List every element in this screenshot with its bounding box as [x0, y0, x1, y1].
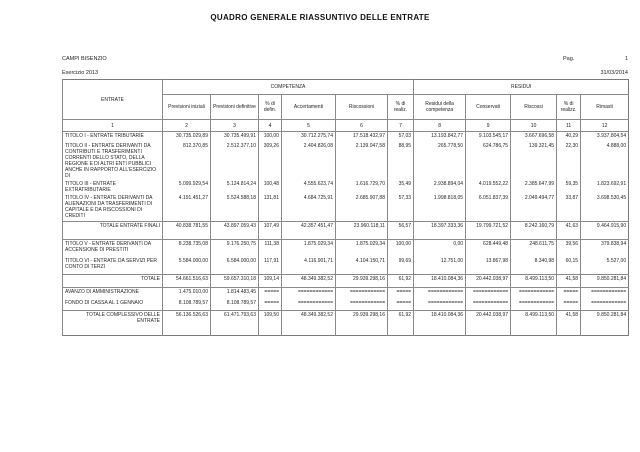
row-value: 131,81: [259, 194, 282, 222]
row-value: 8.238.735,08: [163, 240, 211, 257]
entity-name: CAMPI BISENZIO: [62, 56, 107, 62]
row-value: 3.698.530,45: [581, 194, 629, 222]
column-header: % di realizz.: [557, 95, 581, 120]
table-header: [63, 80, 629, 132]
row-value: ============: [414, 288, 466, 299]
row-value: 30.735.499,91: [211, 132, 259, 142]
row-value: 4.555.623,74: [282, 180, 336, 194]
row-value: 19.799.721,52: [466, 222, 511, 240]
row-value: 61.471.793,63: [211, 311, 259, 336]
row-value: ============: [336, 288, 388, 299]
row-value: =====: [557, 288, 581, 299]
row-value: 812.370,85: [163, 142, 211, 180]
row-value: 107,49: [259, 222, 282, 240]
row-value: 18.397.333,36: [414, 222, 466, 240]
row-label: TITOLO V - ENTRATE DERIVANTI DA ACCENSIONE DI PRESTITI: [63, 240, 163, 257]
row-value: =====: [388, 288, 414, 299]
row-value: 5.124.814,24: [211, 180, 259, 194]
row-value: 30.712.275,74: [282, 132, 336, 142]
column-number: 6: [336, 120, 388, 132]
row-label: TITOLO II - ENTRATE DERIVANTI DA CONTRIBUTI E TRASFERIMENTI CORRENTI DELLO STATO, DELLA REGIONE E DI ALTRI ENTI PUBBLICI ANCHE IN RAPPORTO ALL'ESERCIZIO DI: [63, 142, 163, 180]
table-body: [63, 132, 629, 336]
row-value: 9.103.545,17: [466, 132, 511, 142]
row-label: TOTALE ENTRATE FINALI: [63, 222, 163, 240]
row-value: 624.786,75: [466, 142, 511, 180]
row-value: 8.340,98: [511, 257, 557, 275]
row-value: 30.735.029,89: [163, 132, 211, 142]
row-value: 4.191.451,27: [163, 194, 211, 222]
table-row: [63, 288, 629, 299]
row-value: 1.475.010,00: [163, 288, 211, 299]
row-value: 12.751,00: [414, 257, 466, 275]
column-number: 1: [63, 120, 163, 132]
row-value: 61,92: [388, 275, 414, 288]
row-value: ============: [581, 299, 629, 311]
row-value: 61,92: [388, 311, 414, 336]
row-value: 100,00: [259, 132, 282, 142]
row-value: ============: [511, 288, 557, 299]
table-row: [63, 132, 629, 142]
row-value: 111,38: [259, 240, 282, 257]
row-value: 59.657.310,18: [211, 275, 259, 288]
row-value: 13.867,98: [466, 257, 511, 275]
row-value: 248.611,75: [511, 240, 557, 257]
row-value: 1.823.692,91: [581, 180, 629, 194]
row-value: 1.814.483,45: [211, 288, 259, 299]
row-value: 3.667.696,58: [511, 132, 557, 142]
row-value: 0,00: [414, 240, 466, 257]
row-value: ============: [282, 288, 336, 299]
row-value: 309,26: [259, 142, 282, 180]
row-label: TOTALE COMPLESSIVO DELLE ENTRATE: [63, 311, 163, 336]
column-number: 5: [282, 120, 336, 132]
row-value: 4.684.725,91: [282, 194, 336, 222]
row-value: 9.464.915,90: [581, 222, 629, 240]
column-header: Riscossi: [511, 95, 557, 120]
row-value: 40.838.781,55: [163, 222, 211, 240]
row-label: TITOLO I - ENTRATE TRIBUTARIE: [63, 132, 163, 142]
page-number: 1: [624, 56, 628, 62]
row-value: 59,35: [557, 180, 581, 194]
column-number: 8: [414, 120, 466, 132]
row-value: 18.410.084,36: [414, 275, 466, 288]
table-row: [63, 257, 629, 275]
row-value: 100,48: [259, 180, 282, 194]
row-value: 6.051.837,39: [466, 194, 511, 222]
table-row: [63, 240, 629, 257]
row-value: 9.850.281,84: [581, 311, 629, 336]
row-label: AVANZO DI AMMINISTRAZIONE: [63, 288, 163, 299]
row-value: 29.939.298,16: [336, 275, 388, 288]
column-header: Previsioni definitive: [211, 95, 259, 120]
document-date: 31/03/2014: [600, 70, 628, 76]
row-value: 43.897.059,43: [211, 222, 259, 240]
row-value: 2.938.894,04: [414, 180, 466, 194]
row-value: 41,63: [557, 222, 581, 240]
row-value: 4.116.901,71: [282, 257, 336, 275]
column-header: Previsioni iniziali: [163, 95, 211, 120]
column-number: 3: [211, 120, 259, 132]
column-header: Residui della competenza: [414, 95, 466, 120]
table-row: [63, 194, 629, 222]
row-value: 1.875.029,34: [282, 240, 336, 257]
row-value: 22,30: [557, 142, 581, 180]
row-value: 2.685.907,88: [336, 194, 388, 222]
row-label: FONDO DI CASSA AL 1 GENNAIO: [63, 299, 163, 311]
row-value: 57,33: [388, 194, 414, 222]
row-value: 5.527,00: [581, 257, 629, 275]
row-value: =====: [259, 288, 282, 299]
row-label: TITOLO III - ENTRATE EXTRATRIBUTARIE: [63, 180, 163, 194]
row-value: =====: [259, 299, 282, 311]
row-value: =====: [388, 299, 414, 311]
row-value: ============: [414, 299, 466, 311]
row-value: 4.019.552,22: [466, 180, 511, 194]
table-row: [63, 299, 629, 311]
revenue-summary-table: [62, 79, 629, 336]
row-value: 4.104.150,71: [336, 257, 388, 275]
row-value: 56,57: [388, 222, 414, 240]
row-value: 8.242.160,79: [511, 222, 557, 240]
column-header: Riscossioni: [336, 95, 388, 120]
row-value: 20.442.038,97: [466, 311, 511, 336]
table-row: [63, 311, 629, 336]
column-number: 4: [259, 120, 282, 132]
row-value: 56.136.526,63: [163, 311, 211, 336]
row-value: 628.449,48: [466, 240, 511, 257]
row-value: 109,14: [259, 275, 282, 288]
row-value: 139.321,45: [511, 142, 557, 180]
table-row: [63, 275, 629, 288]
row-value: 20.442.038,97: [466, 275, 511, 288]
row-value: =====: [557, 299, 581, 311]
column-header: Accertamenti: [282, 95, 336, 120]
row-value: 2.139.047,58: [336, 142, 388, 180]
row-value: ============: [336, 299, 388, 311]
row-value: 35,49: [388, 180, 414, 194]
row-value: 17.518.432,97: [336, 132, 388, 142]
row-value: 13.193.842,77: [414, 132, 466, 142]
table-row: [63, 180, 629, 194]
column-header: Rimasti: [581, 95, 629, 120]
table-row: [63, 142, 629, 180]
row-value: 57,03: [388, 132, 414, 142]
column-number: 9: [466, 120, 511, 132]
row-value: 40,29: [557, 132, 581, 142]
row-value: 8.499.113,50: [511, 275, 557, 288]
row-value: 33,87: [557, 194, 581, 222]
row-value: ============: [282, 299, 336, 311]
row-value: 3.937.804,54: [581, 132, 629, 142]
row-value: 60,15: [557, 257, 581, 275]
residui-group-header: RESIDUI: [414, 80, 629, 95]
row-value: 88,95: [388, 142, 414, 180]
row-value: 48.349.382,52: [282, 275, 336, 288]
row-value: 2.049.494,77: [511, 194, 557, 222]
row-value: 9.850.281,84: [581, 275, 629, 288]
row-value: 2.385.647,99: [511, 180, 557, 194]
row-value: 379.838,94: [581, 240, 629, 257]
row-value: ============: [466, 288, 511, 299]
column-header: % di realiz.: [388, 95, 414, 120]
page-title: QUADRO GENERALE RIASSUNTIVO DELLE ENTRATE: [210, 13, 430, 22]
column-number: 11: [557, 120, 581, 132]
competenza-group-header: COMPETENZA: [163, 80, 414, 95]
row-value: 5.099.929,54: [163, 180, 211, 194]
row-value: ============: [466, 299, 511, 311]
row-value: 39,56: [557, 240, 581, 257]
row-value: 8.108.789,57: [211, 299, 259, 311]
row-value: 54.661.516,63: [163, 275, 211, 288]
row-value: ============: [511, 299, 557, 311]
row-value: 41,58: [557, 311, 581, 336]
row-value: 42.357.451,47: [282, 222, 336, 240]
column-number: 2: [163, 120, 211, 132]
row-label: TITOLO IV - ENTRATE DERIVANTI DA ALIENAZIONI DA TRASFERIMENTI DI CAPITALE E DA RISCOSSIONI DI CREDITI: [63, 194, 163, 222]
row-value: 41,58: [557, 275, 581, 288]
column-number: 10: [511, 120, 557, 132]
row-value: 23.960.118,11: [336, 222, 388, 240]
row-value: 8.499.113,50: [511, 311, 557, 336]
row-label: TITOLO VI - ENTRATE DA SERVIZI PER CONTO DI TERZI: [63, 257, 163, 275]
row-value: 1.616.729,70: [336, 180, 388, 194]
row-value: ============: [581, 288, 629, 299]
row-value: 2.512.377,10: [211, 142, 259, 180]
row-value: 2.404.826,08: [282, 142, 336, 180]
table-row: [63, 222, 629, 240]
page-label: Pag.: [563, 56, 575, 62]
exercise-label: Esercizio 2013: [62, 70, 99, 76]
row-value: 1.875.029,34: [336, 240, 388, 257]
column-header: % di defin.: [259, 95, 282, 120]
row-value: 117,91: [259, 257, 282, 275]
row-value: 29.939.298,16: [336, 311, 388, 336]
row-value: 109,50: [259, 311, 282, 336]
row-value: 265.778,50: [414, 142, 466, 180]
row-value: 5.524.588,18: [211, 194, 259, 222]
row-value: 8.108.789,57: [163, 299, 211, 311]
column-number: 7: [388, 120, 414, 132]
row-label: TOTALE: [63, 275, 163, 288]
entrate-header-cell: ENTRATE: [63, 80, 163, 120]
row-value: 99,69: [388, 257, 414, 275]
row-value: 4.888,00: [581, 142, 629, 180]
column-header: Conservati: [466, 95, 511, 120]
row-value: 100,00: [388, 240, 414, 257]
row-value: 1.998.818,05: [414, 194, 466, 222]
column-number: 12: [581, 120, 629, 132]
row-value: 9.176.250,75: [211, 240, 259, 257]
row-value: 5.584.000,00: [163, 257, 211, 275]
row-value: 48.349.382,52: [282, 311, 336, 336]
row-value: 6.584.000,00: [211, 257, 259, 275]
row-value: 18.410.084,36: [414, 311, 466, 336]
